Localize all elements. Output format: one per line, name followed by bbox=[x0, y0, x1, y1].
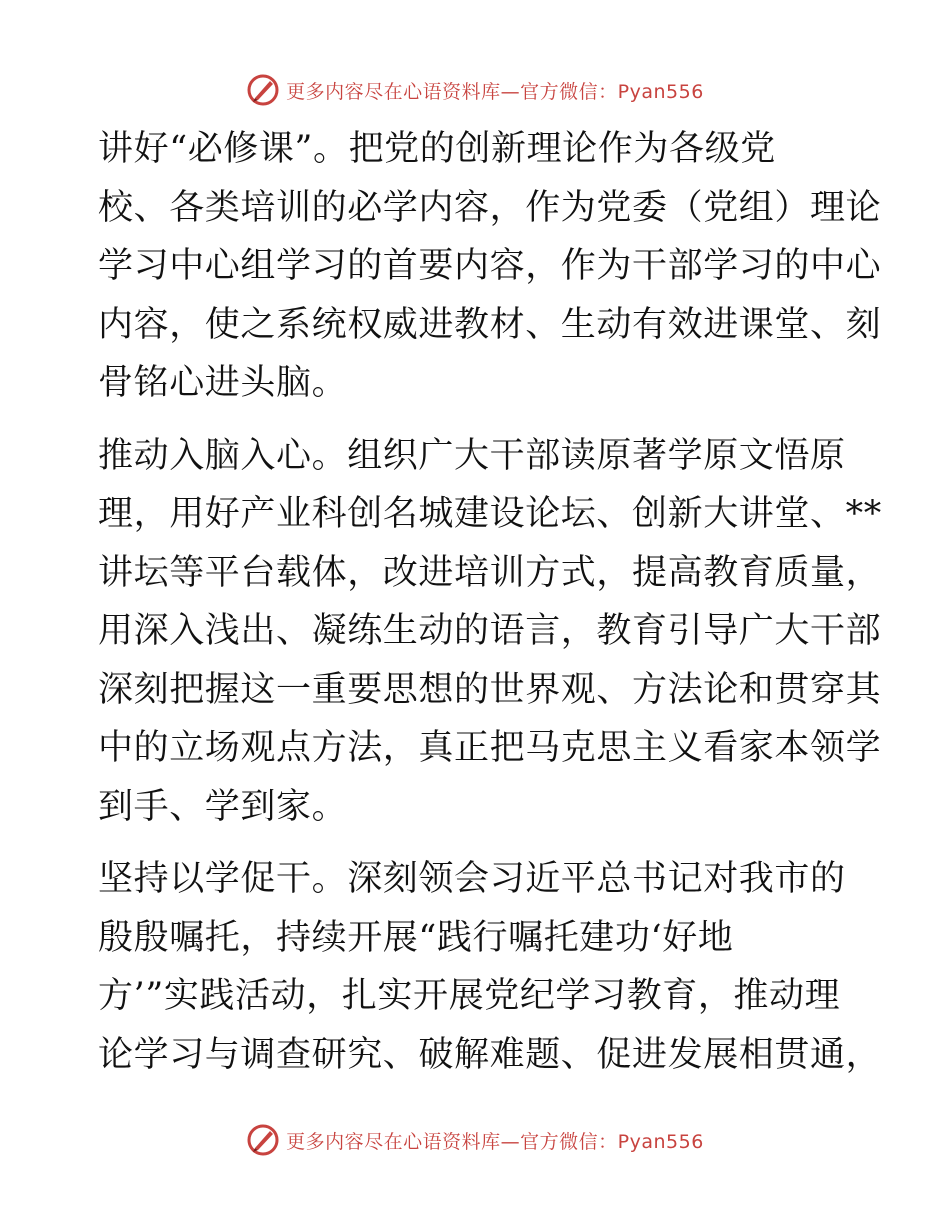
footer-banner-text: 更多内容尽在心语资料库—官方微信：Pyan556 bbox=[286, 1130, 704, 1153]
text-line: 学习中心组学习的首要内容，作为干部学习的中心 bbox=[98, 246, 882, 286]
text-line: 讲坛等平台载体，改进培训方式，提高教育质量， bbox=[98, 552, 882, 593]
quill-pen-circle-icon bbox=[246, 73, 280, 107]
text-line: 推动入脑入心。组织广大干部读原著学原文悟原 bbox=[98, 435, 846, 476]
text-line: 深刻把握这一重要思想的世界观、方法论和贯穿其 bbox=[98, 669, 882, 710]
text-line: 骨铭心进头脑。 bbox=[98, 363, 348, 403]
text-line: 到手、学到家。 bbox=[98, 786, 348, 827]
text-line: 中的立场观点方法，真正把马克思主义看家本领学 bbox=[98, 728, 882, 768]
paragraph bbox=[98, 427, 882, 837]
header-watermark-banner bbox=[0, 70, 950, 110]
text-line: 坚持以学促干。深刻领会习近平总书记对我市的 bbox=[98, 859, 846, 899]
header-banner-text: 更多内容尽在心语资料库—官方微信：Pyan556 bbox=[286, 80, 704, 103]
document-body bbox=[98, 120, 882, 1084]
text-line: 理，用好产业科创名城建设论坛、创新大讲堂、** bbox=[98, 494, 882, 534]
paragraph bbox=[98, 850, 882, 1084]
text-line: 内容，使之系统权威进教材、生动有效进课堂、刻 bbox=[98, 304, 882, 345]
text-line: 论学习与调查研究、破解难题、促进发展相贯通， bbox=[98, 1034, 882, 1075]
text-line: 用深入浅出、凝练生动的语言，教育引导广大干部 bbox=[98, 611, 882, 651]
paragraph bbox=[98, 120, 882, 413]
footer-watermark-banner bbox=[0, 1120, 950, 1160]
quill-pen-circle-icon bbox=[246, 1123, 280, 1157]
text-line: 方’”实践活动，扎实开展党纪学习教育，推动理 bbox=[98, 976, 841, 1016]
text-line: 校、各类培训的必学内容，作为党委（党组）理论 bbox=[98, 187, 882, 228]
text-line: 讲好“必修课”。把党的创新理论作为各级党 bbox=[98, 129, 776, 169]
text-line: 殷殷嘱托，持续开展“践行嘱托建功‘好地 bbox=[98, 917, 734, 958]
